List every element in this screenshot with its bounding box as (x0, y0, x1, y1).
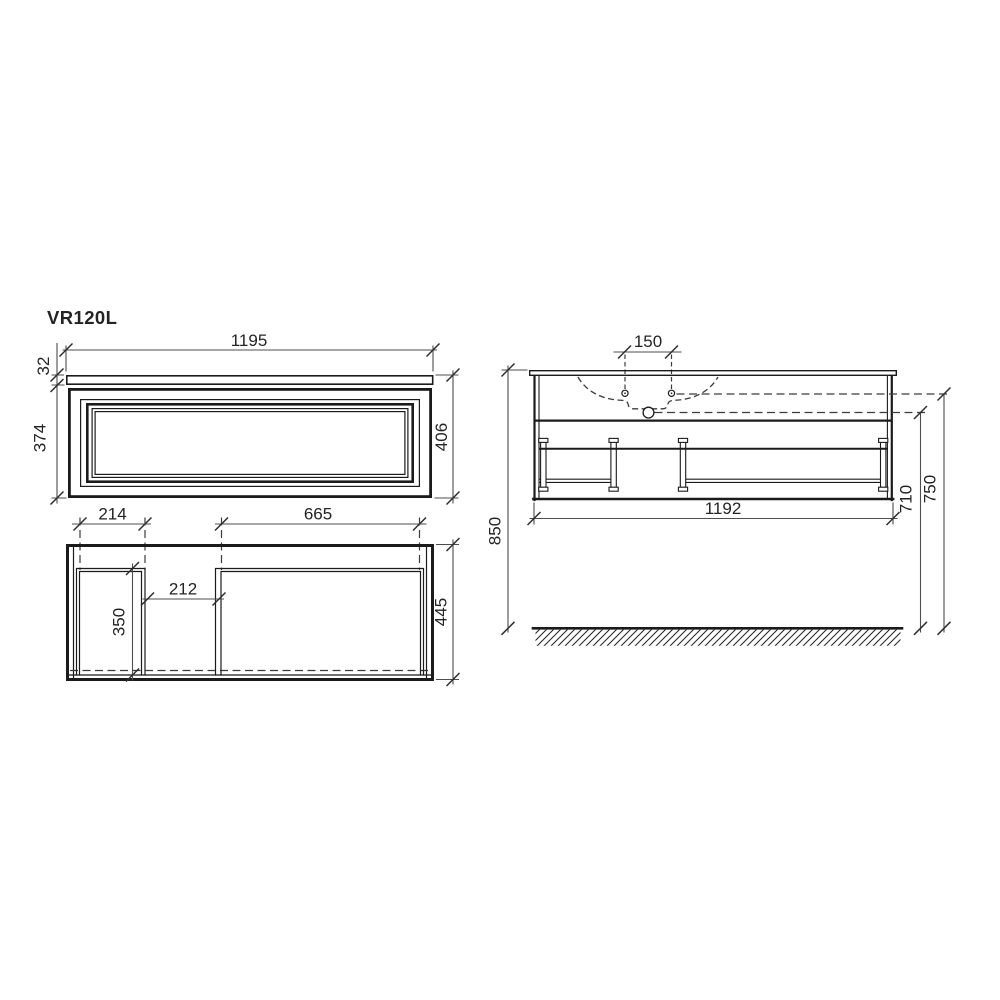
dim-plan-opening-depth (110, 562, 140, 682)
dim-tap-height (921, 388, 951, 635)
dim-front-overall-height (432, 369, 460, 505)
post-cap-bottom (678, 487, 687, 491)
floor (533, 628, 902, 646)
panel-frame-2 (81, 400, 420, 487)
dim-plan-overall-depth (432, 538, 460, 686)
dim-drain-height-label: 710 (896, 484, 916, 514)
dim-tap-spacing (614, 332, 682, 390)
dim-right-opening-label: 665 (303, 504, 333, 524)
front-view (31, 307, 460, 505)
tap-projection-dashed (625, 355, 672, 390)
basin-hidden-outline (578, 377, 718, 409)
plan-view (68, 505, 460, 687)
post-cap-bottom (879, 487, 888, 491)
front-countertop-edge (67, 376, 433, 384)
drain-outlet (643, 407, 654, 418)
panel-frame-inner (95, 412, 405, 475)
post-cap-bottom (609, 487, 618, 491)
runner-post-1 (539, 438, 548, 491)
dim-door-height-label: 374 (30, 423, 50, 453)
dim-left-opening-label: 214 (98, 504, 127, 524)
dim-carcass-width-label: 1192 (704, 499, 742, 518)
opening-inner (221, 572, 421, 676)
drawer-runner-assembly (539, 438, 888, 491)
tap-hole-left-center (624, 392, 626, 394)
dim-height-from-floor (486, 364, 528, 635)
model-code-label: VR120L (47, 307, 118, 328)
runner-post-4 (879, 438, 888, 491)
dim-plan-center-gap (141, 580, 226, 606)
runner-rails (540, 479, 881, 482)
opening-outer (216, 569, 424, 676)
front-door-panel (69, 389, 430, 496)
dim-tap-spacing-label: 150 (633, 332, 663, 351)
dim-front-left-heights (31, 343, 67, 505)
dim-opening-depth-label: 350 (109, 607, 129, 637)
dim-carcass-width (528, 499, 900, 525)
elevation-countertop (530, 371, 897, 376)
carcass-side-panels-outer (535, 376, 892, 500)
post-cap-top (609, 438, 618, 442)
dim-tap-height-label: 750 (920, 474, 940, 504)
dim-countertop-thickness-label: 32 (34, 356, 53, 376)
dim-plan-openings (72, 505, 427, 571)
post-cap-top (879, 438, 888, 442)
dim-height-from-floor-label: 850 (485, 516, 505, 546)
panel-frame-4 (92, 409, 408, 478)
dim-front-width (60, 331, 440, 372)
tap-hole-right-center (671, 392, 673, 394)
dim-drain-height (897, 406, 928, 635)
post-cap-top (678, 438, 687, 442)
plan-right-opening (216, 569, 424, 676)
dim-center-gap-label: 212 (168, 579, 198, 599)
extension-lines (52, 375, 67, 498)
runner-post-3 (678, 438, 687, 491)
dim-front-width-label: 1195 (230, 331, 268, 350)
dim-overall-height-label: 406 (432, 422, 451, 452)
runner-post-2 (609, 438, 618, 491)
dim-overall-depth-label: 445 (431, 597, 451, 627)
panel-frame-3 (87, 404, 412, 481)
projection-dashed-lines (80, 518, 420, 571)
floor-hatching (536, 630, 901, 646)
elevation-view (486, 332, 951, 646)
post-cap-bottom (539, 487, 548, 491)
post-cap-top (539, 438, 548, 442)
